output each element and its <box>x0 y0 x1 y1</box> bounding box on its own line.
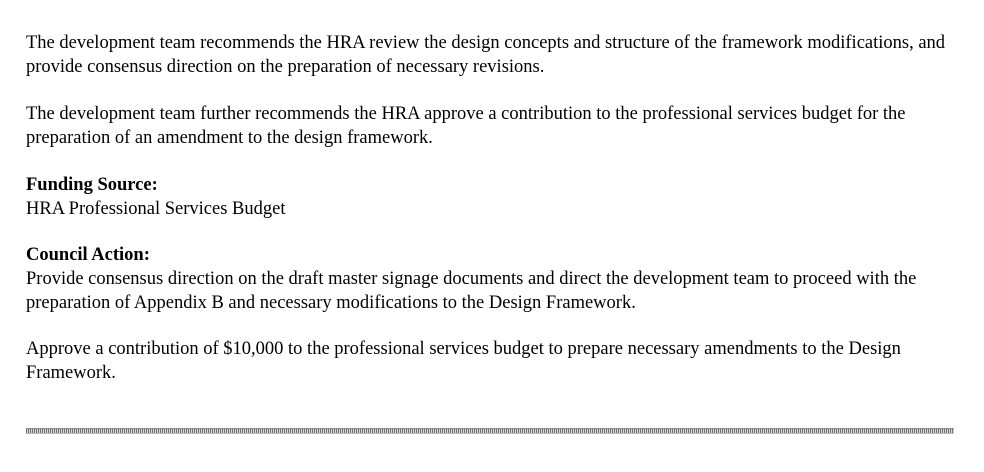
council-action-text-2: Approve a contribution of $10,000 to the professional services budget to prepare necessary amendments to the Design Framework. <box>26 339 901 383</box>
recommendation-paragraph-1: The development team recommends the HRA review the design concepts and structure of the framework modifications, and provide consensus direction on the preparation of necessary revisions. <box>26 33 946 77</box>
council-action-section <box>26 243 966 385</box>
recommendation-paragraph-2: The development team further recommends the HRA approve a contribution to the professional services budget for the preparation of an amendment to the design framework. <box>26 104 906 148</box>
document-body <box>26 31 966 385</box>
funding-source-section <box>26 173 966 221</box>
council-action-heading: Council Action: <box>26 245 150 265</box>
funding-source-text: HRA Professional Services Budget <box>26 199 286 219</box>
council-action-text-1: Provide consensus direction on the draft master signage documents and direct the development team to proceed with the preparation of Appendix B and necessary modifications to the Design Framework. <box>26 269 917 313</box>
horizontal-rule <box>26 428 954 434</box>
funding-source-heading: Funding Source: <box>26 175 158 195</box>
